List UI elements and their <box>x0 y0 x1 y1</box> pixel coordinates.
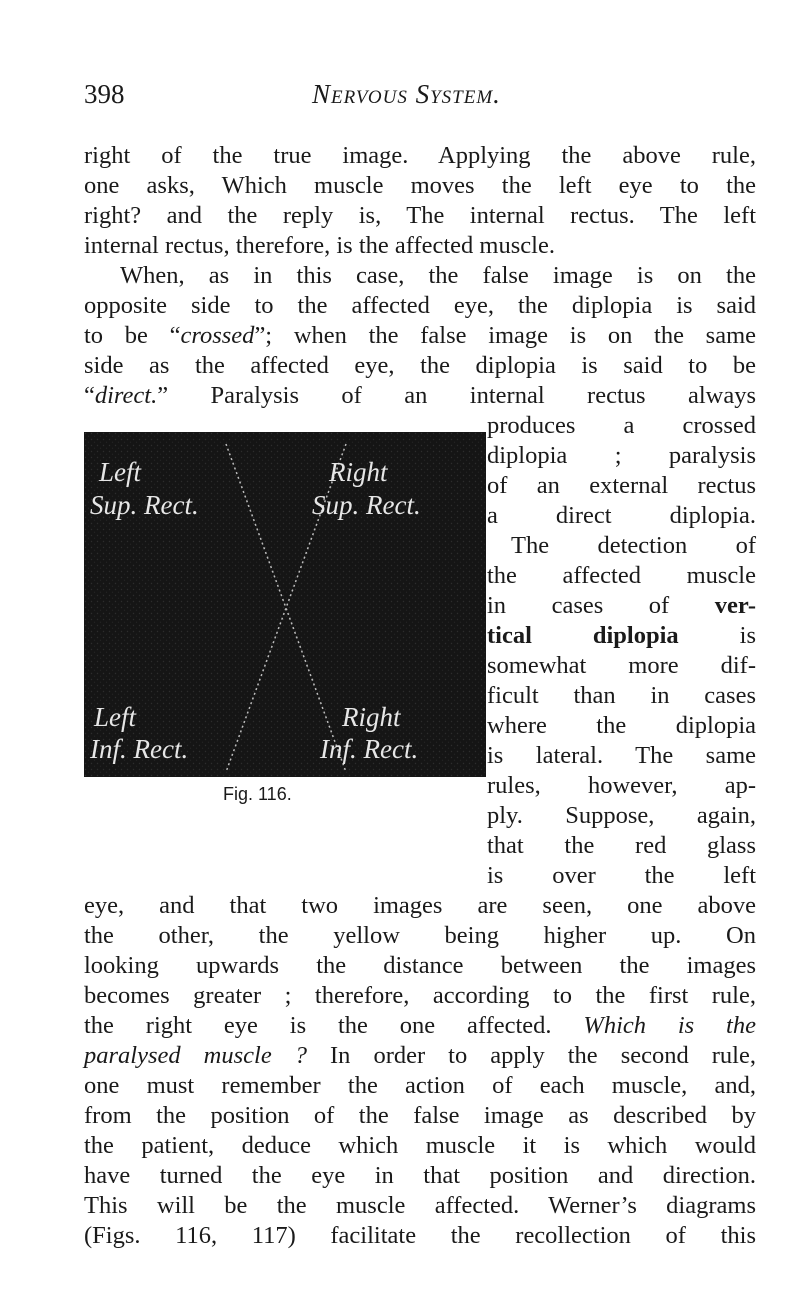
label-right-sup: Right <box>329 457 388 487</box>
text-line: from the position of the false image as described by <box>84 1102 756 1129</box>
text-run: to be “ <box>84 322 181 349</box>
emphasis: Which is the <box>583 1012 756 1039</box>
text-line: the other, the yellow being higher up. On <box>84 922 756 949</box>
text-line: the affected muscle <box>487 562 756 589</box>
label-inf-rect-right: Inf. Rect. <box>320 734 419 764</box>
text-line: of an external rectus <box>487 472 756 499</box>
text-line: ply. Suppose, again, <box>487 802 756 829</box>
text-line: have turned the eye in that position and direction. <box>84 1162 756 1189</box>
text-line <box>84 1011 756 1041</box>
figure-caption: Fig. 116. <box>223 784 292 804</box>
text-line: that the red glass <box>487 832 756 859</box>
text-line: rules, however, ap- <box>487 772 756 799</box>
text-line: internal rectus, therefore, is the affected muscle. <box>84 232 555 259</box>
bold-term: tical diplopia <box>487 622 679 649</box>
text-run: ” Paralysis of an internal rectus always <box>157 382 756 409</box>
emphasis: direct. <box>94 382 158 409</box>
text-line: (Figs. 116, 117) facilitate the recollection of this <box>84 1222 756 1249</box>
text-line: When, as in this case, the false image is on the <box>120 262 756 289</box>
text-line: diplopia ; paralysis <box>487 442 756 469</box>
text-line <box>84 381 756 411</box>
text-line <box>84 1041 756 1071</box>
text-run: “ <box>84 382 95 409</box>
text-run: ”; when the false image is on the same <box>254 322 757 349</box>
text-line: the patient, deduce which muscle it is which would <box>84 1132 756 1159</box>
bold-term: ver- <box>714 592 756 619</box>
text-line <box>84 321 756 351</box>
text-line: The detection of <box>511 532 756 559</box>
text-line: opposite side to the affected eye, the diplopia is said <box>84 292 756 319</box>
label-inf-rect-left: Inf. Rect. <box>90 734 189 764</box>
text-line: where the diplopia <box>487 712 756 739</box>
text-line: looking upwards the distance between the images <box>84 952 756 979</box>
text-run: the right eye is the one affected. <box>84 1012 584 1039</box>
figure-116 <box>84 432 486 777</box>
text-line: ficult than in cases <box>487 682 756 709</box>
running-title: Nervous System. <box>312 79 501 109</box>
text-line: side as the affected eye, the diplopia is said to be <box>84 352 756 379</box>
text-line: becomes greater ; therefore, according to the first rule, <box>84 982 756 1009</box>
text-line <box>487 591 756 621</box>
text-run: In order to apply the second rule, <box>306 1042 756 1069</box>
text-line: This will be the muscle affected. Werner’s diagrams <box>84 1192 756 1219</box>
label-right-inf: Right <box>342 702 401 732</box>
emphasis: crossed <box>180 322 255 349</box>
page-header <box>84 74 684 114</box>
text-line: right of the true image. Applying the above rule, <box>84 142 756 169</box>
label-left-sup: Left <box>99 457 142 487</box>
text-line: produces a crossed <box>487 412 756 439</box>
text-line: a direct diplopia. <box>487 502 756 529</box>
text-line: is over the left <box>487 862 756 889</box>
text-line: right? and the reply is, The internal rectus. The left <box>84 202 756 229</box>
text-line: one asks, Which muscle moves the left eye to the <box>84 172 756 199</box>
label-left-inf: Left <box>94 702 137 732</box>
page-number: 398 <box>84 79 125 109</box>
emphasis: paralysed muscle ? <box>84 1042 307 1069</box>
werner-diagram <box>84 432 486 777</box>
text-line: somewhat more dif- <box>487 652 756 679</box>
label-sup-rect-right: Sup. Rect. <box>312 490 421 520</box>
text-line: eye, and that two images are seen, one above <box>84 892 756 919</box>
label-sup-rect-left: Sup. Rect. <box>90 490 199 520</box>
text-line <box>487 621 756 651</box>
text-line: one must remember the action of each muscle, and, <box>84 1072 756 1099</box>
text-run: is <box>678 622 756 649</box>
text-line: is lateral. The same <box>487 742 756 769</box>
text-run: in cases of <box>487 592 715 619</box>
